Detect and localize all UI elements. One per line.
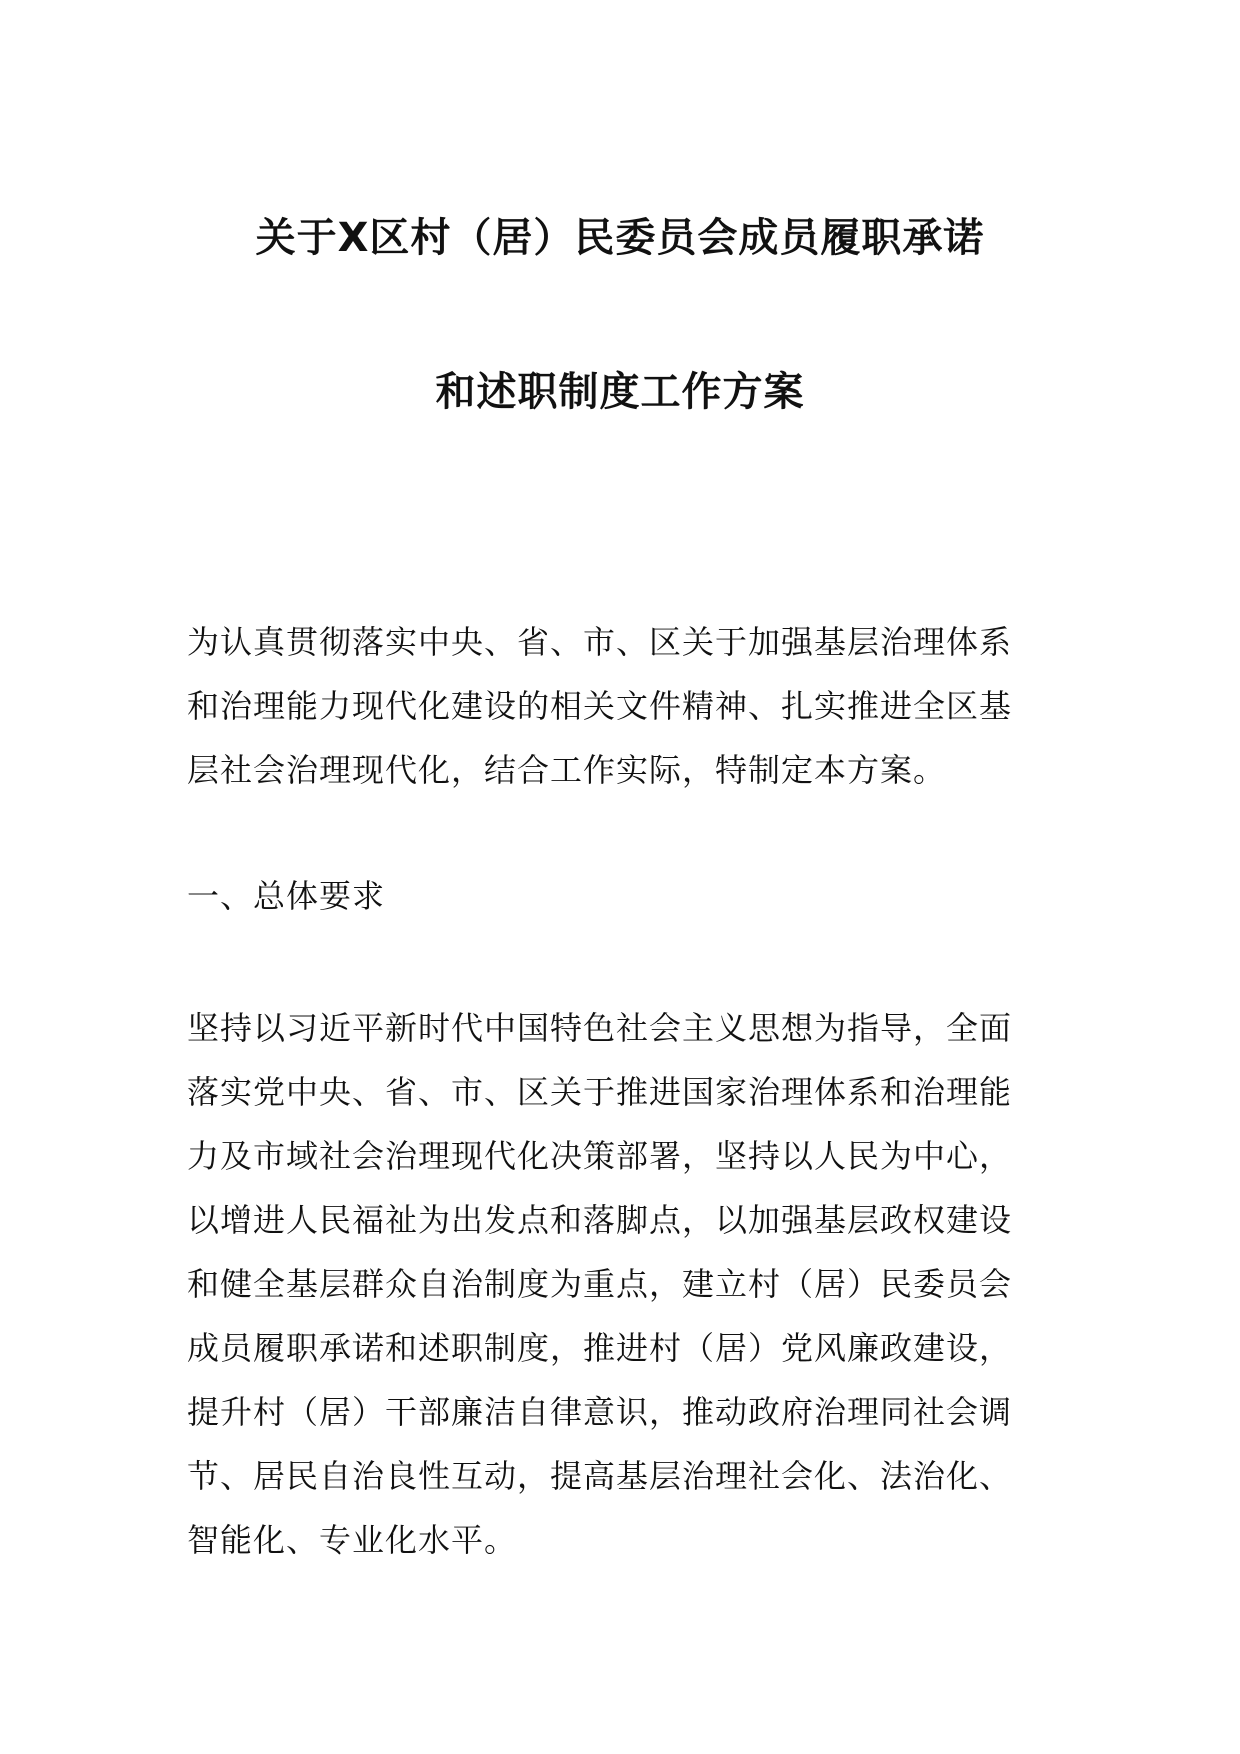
paragraph-line: 成员履职承诺和述职制度，推进村（居）党风廉政建设， <box>187 1329 1013 1367</box>
document-title-line-2: 和述职制度工作方案 <box>435 369 805 415</box>
intro-line: 层社会治理现代化，结合工作实际，特制定本方案。 <box>187 751 947 789</box>
paragraph-line: 力及市域社会治理现代化决策部署，坚持以人民为中心， <box>187 1137 1013 1175</box>
paragraph-line: 坚持以习近平新时代中国特色社会主义思想为指导，全面 <box>187 1009 1013 1047</box>
paragraph-line: 智能化、专业化水平。 <box>187 1521 518 1559</box>
section-1-paragraph <box>187 996 1059 1572</box>
intro-paragraph <box>187 610 1059 802</box>
paragraph-line: 提升村（居）干部廉洁自律意识，推动政府治理同社会调 <box>187 1393 1013 1431</box>
intro-line: 和治理能力现代化建设的相关文件精神、扎实推进全区基 <box>187 687 1013 725</box>
paragraph-line: 落实党中央、省、市、区关于推进国家治理体系和治理能 <box>187 1073 1013 1111</box>
paragraph-line: 节、居民自治良性互动，提高基层治理社会化、法治化、 <box>187 1457 1013 1495</box>
document-title-line-1: 关于X区村（居）民委员会成员履职承诺 <box>255 215 985 261</box>
intro-line: 为认真贯彻落实中央、省、市、区关于加强基层治理体系 <box>187 623 1013 661</box>
paragraph-line: 和健全基层群众自治制度为重点，建立村（居）民委员会 <box>187 1265 1013 1303</box>
paragraph-line: 以增进人民福祉为出发点和落脚点，以加强基层政权建设 <box>187 1201 1013 1239</box>
section-heading-general-requirements: 一、总体要求 <box>187 877 386 915</box>
